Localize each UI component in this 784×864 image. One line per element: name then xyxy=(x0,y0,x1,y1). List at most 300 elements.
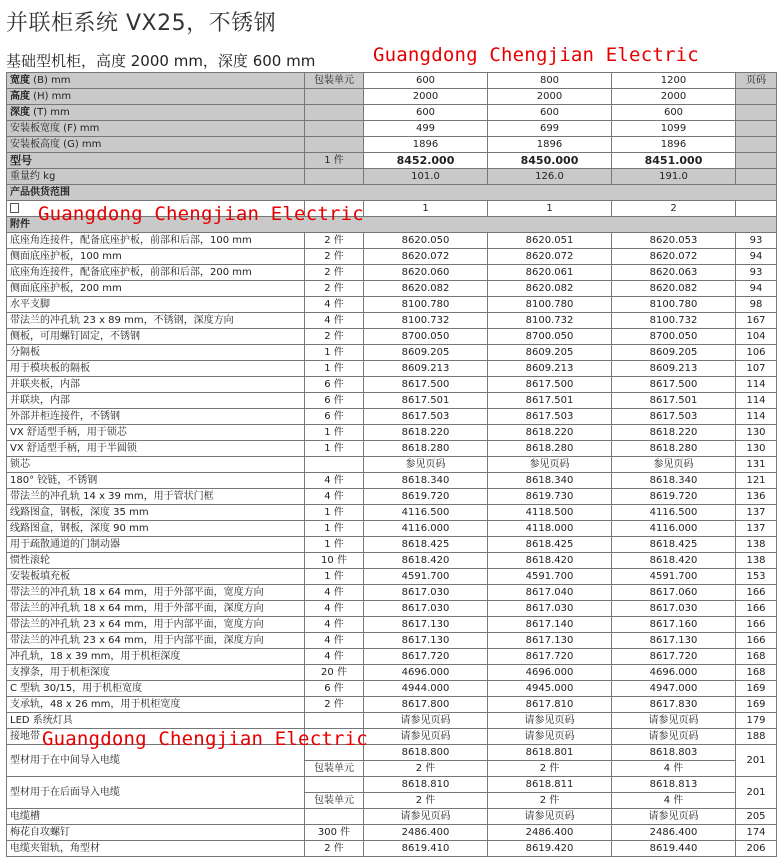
item-page: 93 xyxy=(736,233,777,249)
item-part-number: 8617.500 xyxy=(612,377,736,393)
item-unit: 4 件 xyxy=(305,585,364,601)
item-part-number: 8620.050 xyxy=(364,233,488,249)
item-unit: 4 件 xyxy=(305,649,364,665)
weight-row xyxy=(7,169,777,185)
item-page: 169 xyxy=(736,681,777,697)
item-part-number: 8618.420 xyxy=(612,553,736,569)
item-unit: 1 件 xyxy=(305,441,364,457)
table-row xyxy=(7,505,777,521)
item-unit: 6 件 xyxy=(305,377,364,393)
item-part-number: 2486.400 xyxy=(364,825,488,841)
table-row xyxy=(7,777,777,793)
item-unit xyxy=(305,713,364,729)
item-name: 惯性滚轮 xyxy=(7,553,305,569)
item-name: 侧板，可用螺钉固定，不锈钢 xyxy=(7,329,305,345)
item-part-number: 请参见页码 xyxy=(364,809,488,825)
dimension-value: 499 xyxy=(364,121,488,137)
item-page: 166 xyxy=(736,633,777,649)
item-part-number: 4116.500 xyxy=(612,505,736,521)
item-part-number: 8618.811 xyxy=(488,777,612,793)
table-row xyxy=(7,441,777,457)
model-number: 8451.000 xyxy=(612,153,736,169)
item-name: VX 舒适型手柄，用于半圆锁 xyxy=(7,441,305,457)
item-part-number: 4118.000 xyxy=(488,521,612,537)
table-row xyxy=(7,537,777,553)
item-part-number: 8617.500 xyxy=(364,377,488,393)
item-part-number: 8618.340 xyxy=(612,473,736,489)
item-part-number: 请参见页码 xyxy=(364,729,488,745)
item-part-number: 8618.340 xyxy=(364,473,488,489)
item-part-number: 8618.813 xyxy=(612,777,736,793)
item-part-number: 8617.130 xyxy=(612,633,736,649)
item-part-number: 8620.072 xyxy=(612,249,736,265)
item-part-number: 8617.810 xyxy=(488,697,612,713)
item-page: 98 xyxy=(736,297,777,313)
model-unit: 1 件 xyxy=(305,153,364,169)
item-part-number: 请参见页码 xyxy=(612,713,736,729)
item-part-number: 4591.700 xyxy=(364,569,488,585)
item-part-number: 8620.060 xyxy=(364,265,488,281)
item-unit: 2 件 xyxy=(305,841,364,857)
item-part-number: 8618.340 xyxy=(488,473,612,489)
item-part-number: 4591.700 xyxy=(488,569,612,585)
item-part-number: 8617.030 xyxy=(364,601,488,617)
item-part-number: 8617.720 xyxy=(488,649,612,665)
item-unit: 2 件 xyxy=(305,233,364,249)
item-part-number: 请参见页码 xyxy=(364,713,488,729)
item-part-number: 4947.000 xyxy=(612,681,736,697)
item-name: 电缆夹钳轨，角型材 xyxy=(7,841,305,857)
item-part-number: 8617.830 xyxy=(612,697,736,713)
item-part-number: 参见页码 xyxy=(612,457,736,473)
item-page: 206 xyxy=(736,841,777,857)
item-part-number: 8618.420 xyxy=(364,553,488,569)
accessories-label: 附件 xyxy=(7,217,777,233)
item-part-number: 8618.280 xyxy=(488,441,612,457)
item-unit: 2 件 xyxy=(305,265,364,281)
item-part-number: 8100.732 xyxy=(364,313,488,329)
dimension-row xyxy=(7,121,777,137)
item-name: 分隔板 xyxy=(7,345,305,361)
pack-qty: 4 件 xyxy=(612,793,736,809)
table-row xyxy=(7,345,777,361)
item-part-number: 2486.400 xyxy=(612,825,736,841)
item-name: 支撑条，用于机柜深度 xyxy=(7,665,305,681)
item-part-number: 8617.030 xyxy=(364,585,488,601)
item-part-number: 8618.420 xyxy=(488,553,612,569)
item-page: 93 xyxy=(736,265,777,281)
item-part-number: 请参见页码 xyxy=(488,729,612,745)
pack-unit-header: 包装单元 xyxy=(305,73,364,89)
item-part-number: 参见页码 xyxy=(488,457,612,473)
item-part-number: 4944.000 xyxy=(364,681,488,697)
dimension-value: 1896 xyxy=(488,137,612,153)
item-page: 169 xyxy=(736,697,777,713)
pack-qty: 2 件 xyxy=(488,761,612,777)
item-unit: 1 件 xyxy=(305,345,364,361)
dimension-value: 2000 xyxy=(488,89,612,105)
pack-unit-label: 包装单元 xyxy=(305,761,364,777)
item-part-number: 4696.000 xyxy=(364,665,488,681)
dimension-value: 2000 xyxy=(612,89,736,105)
table-row xyxy=(7,665,777,681)
item-unit: 2 件 xyxy=(305,697,364,713)
item-part-number: 8620.053 xyxy=(612,233,736,249)
item-part-number: 8100.780 xyxy=(488,297,612,313)
dimension-row xyxy=(7,105,777,121)
table-row xyxy=(7,281,777,297)
page-subtitle: 基础型机柜，高度 2000 mm，深度 600 mm xyxy=(6,52,316,70)
table-row xyxy=(7,569,777,585)
item-page: 174 xyxy=(736,825,777,841)
dimension-row xyxy=(7,137,777,153)
item-part-number: 8619.730 xyxy=(488,489,612,505)
table-row xyxy=(7,425,777,441)
item-name: 安装板填充板 xyxy=(7,569,305,585)
item-page: 166 xyxy=(736,601,777,617)
table-row xyxy=(7,393,777,409)
item-unit: 10 件 xyxy=(305,553,364,569)
watermark-text: Guangdong Chengjian Electric xyxy=(38,203,364,225)
item-unit: 6 件 xyxy=(305,393,364,409)
width-800: 800 xyxy=(488,73,612,89)
item-part-number: 8620.061 xyxy=(488,265,612,281)
item-part-number: 4696.000 xyxy=(612,665,736,681)
scope-qty: 2 xyxy=(612,201,736,217)
item-unit: 1 件 xyxy=(305,361,364,377)
item-name: 外部并柜连接件，不锈钢 xyxy=(7,409,305,425)
watermark-text: Guangdong Chengjian Electric xyxy=(42,728,368,750)
table-row xyxy=(7,297,777,313)
item-page: 166 xyxy=(736,585,777,601)
model-number: 8450.000 xyxy=(488,153,612,169)
model-label: 型号 xyxy=(7,153,305,169)
item-part-number: 8617.501 xyxy=(612,393,736,409)
item-part-number: 8618.220 xyxy=(364,425,488,441)
item-name: 带法兰的冲孔轨 23 x 64 mm，用于内部平面，宽度方向 xyxy=(7,617,305,633)
item-name: 线路图盒，钢板，深度 35 mm xyxy=(7,505,305,521)
item-page: 114 xyxy=(736,377,777,393)
item-name: 180° 铰链，不锈钢 xyxy=(7,473,305,489)
weight-label: 重量约 kg xyxy=(7,169,305,185)
item-part-number: 8617.800 xyxy=(364,697,488,713)
item-name: 底座角连接件，配备底座护板，前部和后部，200 mm xyxy=(7,265,305,281)
table-row xyxy=(7,473,777,489)
item-part-number: 请参见页码 xyxy=(488,713,612,729)
page-header: 页码 xyxy=(736,73,777,89)
table-row xyxy=(7,713,777,729)
item-page: 104 xyxy=(736,329,777,345)
item-name: 锁芯 xyxy=(7,457,305,473)
item-name: C 型轨 30/15，用于机柜宽度 xyxy=(7,681,305,697)
item-unit: 4 件 xyxy=(305,633,364,649)
item-page: 166 xyxy=(736,617,777,633)
item-part-number: 8618.800 xyxy=(364,745,488,761)
item-unit: 1 件 xyxy=(305,425,364,441)
item-part-number: 8700.050 xyxy=(612,329,736,345)
scope-qty: 1 xyxy=(488,201,612,217)
dimension-value: 1099 xyxy=(612,121,736,137)
item-unit: 4 件 xyxy=(305,297,364,313)
item-part-number: 8100.732 xyxy=(488,313,612,329)
item-part-number: 8700.050 xyxy=(488,329,612,345)
item-name: 底座角连接件，配备底座护板，前部和后部，100 mm xyxy=(7,233,305,249)
item-part-number: 8609.213 xyxy=(488,361,612,377)
section-header xyxy=(7,185,777,201)
item-page: 179 xyxy=(736,713,777,729)
table-row xyxy=(7,617,777,633)
item-name: 用于疏散通道的门制动器 xyxy=(7,537,305,553)
item-page: 136 xyxy=(736,489,777,505)
item-unit: 6 件 xyxy=(305,409,364,425)
table-row xyxy=(7,585,777,601)
item-name: 并联夹板，内部 xyxy=(7,377,305,393)
item-part-number: 请参见页码 xyxy=(488,809,612,825)
item-part-number: 4116.000 xyxy=(364,521,488,537)
table-row xyxy=(7,409,777,425)
width-1200: 1200 xyxy=(612,73,736,89)
item-unit: 4 件 xyxy=(305,617,364,633)
item-part-number: 8617.501 xyxy=(364,393,488,409)
item-unit: 300 件 xyxy=(305,825,364,841)
item-unit: 6 件 xyxy=(305,681,364,697)
item-part-number: 8619.420 xyxy=(488,841,612,857)
table-row xyxy=(7,601,777,617)
item-part-number: 8617.720 xyxy=(364,649,488,665)
table-row xyxy=(7,649,777,665)
item-part-number: 8617.160 xyxy=(612,617,736,633)
item-page: 130 xyxy=(736,441,777,457)
item-part-number: 参见页码 xyxy=(364,457,488,473)
item-part-number: 8700.050 xyxy=(364,329,488,345)
table-row xyxy=(7,809,777,825)
item-page: 94 xyxy=(736,281,777,297)
item-part-number: 8618.801 xyxy=(488,745,612,761)
table-row xyxy=(7,697,777,713)
item-part-number: 8617.720 xyxy=(612,649,736,665)
table-row xyxy=(7,681,777,697)
table-row xyxy=(7,329,777,345)
item-page: 201 xyxy=(736,745,777,777)
weight-value: 101.0 xyxy=(364,169,488,185)
item-part-number: 8100.780 xyxy=(612,297,736,313)
table-row xyxy=(7,457,777,473)
pack-unit-label: 包装单元 xyxy=(305,793,364,809)
item-part-number: 8609.213 xyxy=(612,361,736,377)
item-page: 153 xyxy=(736,569,777,585)
item-name: 带法兰的冲孔轨 23 x 64 mm，用于内部平面，深度方向 xyxy=(7,633,305,649)
table-row xyxy=(7,841,777,857)
item-part-number: 8618.425 xyxy=(488,537,612,553)
item-page: 106 xyxy=(736,345,777,361)
item-part-number: 8100.780 xyxy=(364,297,488,313)
item-page: 188 xyxy=(736,729,777,745)
watermark-text: Guangdong Chengjian Electric xyxy=(373,44,699,66)
pack-qty: 2 件 xyxy=(364,761,488,777)
item-part-number: 请参见页码 xyxy=(612,729,736,745)
item-name: 并联块，内部 xyxy=(7,393,305,409)
model-number: 8452.000 xyxy=(364,153,488,169)
item-part-number: 8609.205 xyxy=(364,345,488,361)
item-part-number: 8620.072 xyxy=(364,249,488,265)
item-part-number: 4591.700 xyxy=(612,569,736,585)
item-part-number: 4118.500 xyxy=(488,505,612,521)
item-page: 94 xyxy=(736,249,777,265)
dimension-value: 600 xyxy=(364,105,488,121)
item-page: 107 xyxy=(736,361,777,377)
item-part-number: 8618.280 xyxy=(364,441,488,457)
width-600: 600 xyxy=(364,73,488,89)
item-part-number: 8609.213 xyxy=(364,361,488,377)
dimension-label: 高度 (H) mm xyxy=(7,89,305,105)
item-part-number: 8620.082 xyxy=(364,281,488,297)
item-unit xyxy=(305,809,364,825)
item-page: 114 xyxy=(736,393,777,409)
item-page: 137 xyxy=(736,521,777,537)
item-unit xyxy=(305,457,364,473)
item-unit: 4 件 xyxy=(305,473,364,489)
dimension-value: 600 xyxy=(488,105,612,121)
item-name: 带法兰的冲孔轨 14 x 39 mm，用于管状门框 xyxy=(7,489,305,505)
table-row xyxy=(7,249,777,265)
item-name: 带法兰的冲孔轨 18 x 64 mm，用于外部平面，宽度方向 xyxy=(7,585,305,601)
item-part-number: 8619.720 xyxy=(364,489,488,505)
item-part-number: 2486.400 xyxy=(488,825,612,841)
item-page: 121 xyxy=(736,473,777,489)
item-part-number: 8617.040 xyxy=(488,585,612,601)
table-row xyxy=(7,265,777,281)
item-name: 冲孔轨，18 x 39 mm，用于机柜深度 xyxy=(7,649,305,665)
item-unit: 4 件 xyxy=(305,489,364,505)
item-name: 带法兰的冲孔轨 18 x 64 mm，用于外部平面，深度方向 xyxy=(7,601,305,617)
item-name: VX 舒适型手柄，用于锁芯 xyxy=(7,425,305,441)
item-part-number: 8619.410 xyxy=(364,841,488,857)
item-name: 电缆槽 xyxy=(7,809,305,825)
table-row xyxy=(7,233,777,249)
item-part-number: 请参见页码 xyxy=(612,809,736,825)
item-part-number: 8618.220 xyxy=(612,425,736,441)
dimension-label: 深度 (T) mm xyxy=(7,105,305,121)
table-row xyxy=(7,377,777,393)
item-name: 型材用于在后面导入电缆 xyxy=(7,777,305,809)
item-unit: 1 件 xyxy=(305,521,364,537)
dim-label: 宽度 (B) mm xyxy=(7,73,305,89)
weight-value: 126.0 xyxy=(488,169,612,185)
item-part-number: 8618.425 xyxy=(364,537,488,553)
item-name: 带法兰的冲孔轨 23 x 89 mm，不锈钢，深度方向 xyxy=(7,313,305,329)
item-unit: 4 件 xyxy=(305,601,364,617)
item-unit: 20 件 xyxy=(305,665,364,681)
item-page: 130 xyxy=(736,425,777,441)
item-unit: 1 件 xyxy=(305,569,364,585)
item-page: 201 xyxy=(736,777,777,809)
item-part-number: 8620.082 xyxy=(612,281,736,297)
dimension-row xyxy=(7,89,777,105)
item-part-number: 8620.051 xyxy=(488,233,612,249)
item-part-number: 8618.425 xyxy=(612,537,736,553)
item-name: LED 系统灯具 xyxy=(7,713,305,729)
item-part-number: 8617.501 xyxy=(488,393,612,409)
item-part-number: 8617.503 xyxy=(612,409,736,425)
item-page: 205 xyxy=(736,809,777,825)
item-part-number: 8617.060 xyxy=(612,585,736,601)
pack-qty: 2 件 xyxy=(364,793,488,809)
item-part-number: 8619.440 xyxy=(612,841,736,857)
item-unit: 1 件 xyxy=(305,537,364,553)
scope-label: 产品供货范围 xyxy=(7,185,777,201)
dimension-label: 安装板宽度 (F) mm xyxy=(7,121,305,137)
table-row xyxy=(7,313,777,329)
model-row xyxy=(7,153,777,169)
item-part-number: 8100.732 xyxy=(612,313,736,329)
item-name: 线路图盒，钢板，深度 90 mm xyxy=(7,521,305,537)
item-page: 138 xyxy=(736,537,777,553)
item-name: 接地带 xyxy=(7,729,305,745)
item-name: 侧面底座护板，100 mm xyxy=(7,249,305,265)
table-row xyxy=(7,553,777,569)
item-name: 侧面底座护板，200 mm xyxy=(7,281,305,297)
item-part-number: 8618.803 xyxy=(612,745,736,761)
dimension-value: 699 xyxy=(488,121,612,137)
table-row xyxy=(7,361,777,377)
dimension-value: 600 xyxy=(612,105,736,121)
item-page: 168 xyxy=(736,649,777,665)
item-part-number: 8617.130 xyxy=(488,633,612,649)
item-part-number: 4116.000 xyxy=(612,521,736,537)
item-part-number: 8617.030 xyxy=(488,601,612,617)
header-row xyxy=(7,73,777,89)
item-part-number: 8620.082 xyxy=(488,281,612,297)
checkbox-icon xyxy=(10,203,19,213)
item-part-number: 8620.072 xyxy=(488,249,612,265)
item-part-number: 8617.503 xyxy=(364,409,488,425)
dimension-label: 安装板高度 (G) mm xyxy=(7,137,305,153)
item-unit: 2 件 xyxy=(305,249,364,265)
item-part-number: 8617.503 xyxy=(488,409,612,425)
item-unit: 2 件 xyxy=(305,281,364,297)
item-part-number: 8617.500 xyxy=(488,377,612,393)
item-part-number: 8618.220 xyxy=(488,425,612,441)
item-name: 用于模块板的隔板 xyxy=(7,361,305,377)
item-part-number: 8618.280 xyxy=(612,441,736,457)
item-name: 支承轨，48 x 26 mm，用于机柜宽度 xyxy=(7,697,305,713)
item-part-number: 8617.130 xyxy=(364,617,488,633)
item-part-number: 8617.030 xyxy=(612,601,736,617)
item-unit: 4 件 xyxy=(305,313,364,329)
table-row xyxy=(7,521,777,537)
item-part-number: 4945.000 xyxy=(488,681,612,697)
item-unit: 2 件 xyxy=(305,329,364,345)
item-part-number: 4116.500 xyxy=(364,505,488,521)
item-part-number: 8617.140 xyxy=(488,617,612,633)
item-part-number: 8609.205 xyxy=(488,345,612,361)
item-unit: 1 件 xyxy=(305,505,364,521)
item-page: 168 xyxy=(736,665,777,681)
pack-qty: 2 件 xyxy=(488,793,612,809)
page-title: 并联柜系统 VX25，不锈钢 xyxy=(6,11,277,36)
item-page: 138 xyxy=(736,553,777,569)
item-page: 167 xyxy=(736,313,777,329)
item-name: 梅花自攻螺钉 xyxy=(7,825,305,841)
dimension-value: 1896 xyxy=(612,137,736,153)
table-row xyxy=(7,489,777,505)
item-part-number: 8617.130 xyxy=(364,633,488,649)
dimension-value: 1896 xyxy=(364,137,488,153)
table-row xyxy=(7,633,777,649)
dimension-value: 2000 xyxy=(364,89,488,105)
scope-qty: 1 xyxy=(364,201,488,217)
item-part-number: 4696.000 xyxy=(488,665,612,681)
